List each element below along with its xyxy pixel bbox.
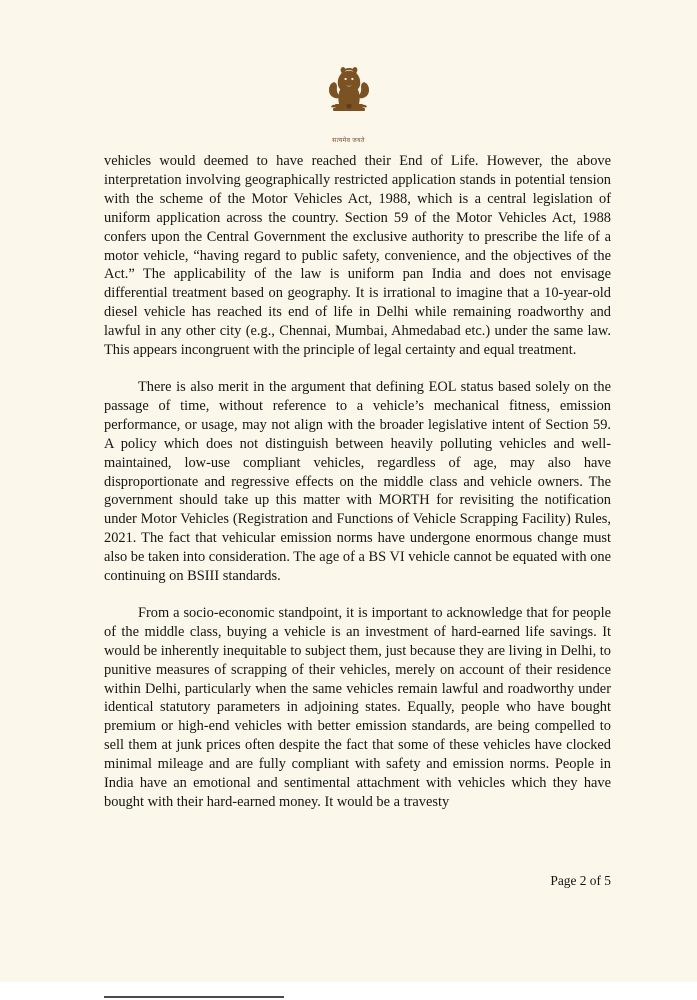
paragraph-3: From a socio-economic standpoint, it is important to acknowledge that for people of the middle class, buying a vehicle is an investment of hard-earned life savings. It would be inherently inequitable to subject them, just because they are living in Delhi, to punitive measures of scrapping of their vehicles, merely on account of their residence within Delhi, particularly when the same vehicles remain lawful and roadworthy under identical statutory parameters in adjoining states. Equally, people who have bought premium or high-end vehicles with better emission standards, are being compelled to sell them at junk prices often despite the fact that some of these vehicles have clocked minimal mileage and are fully compliant with safety and emission norms. People in India have an emotional and sentimental attachment with vehicles which they have bought with their hard-earned money. It would be a travesty (104, 604, 611, 810)
paragraph-2: There is also merit in the argument that defining EOL status based solely on the passage of time, without reference to a vehicle’s mechanical fitness, emission performance, or usage, may not align with the broader legislative intent of Section 59. A policy which does not distinguish between heavily polluting vehicles and well-maintained, low-use compliant vehicles, regardless of age, may also have disproportionate and regressive effects on the middle class and vehicle owners. The government should take up this matter with MORTH for revisiting the notification under Motor Vehicles (Registration and Functions of Vehicle Scrapping Facility) Rules, 2021. The fact that vehicular emission norms have undergone enormous change must also be taken into consideration. The age of a BS VI vehicle cannot be equated with one continuing on BSIII standards. (104, 378, 611, 585)
document-body (104, 152, 611, 830)
page-number-label: Page 2 of 5 (550, 873, 611, 888)
paragraph-1: vehicles would deemed to have reached their End of Life. However, the above interpretation involving geographically restricted application stands in potential tension with the scheme of the Motor Vehicles Act, 1988, which is a central legislation of uniform application across the country. Section 59 of the Motor Vehicles Act, 1988 confers upon the Central Government the exclusive authority to prescribe the life of a motor vehicle, “having regard to public safety, convenience, and the objectives of the Act.” The applicability of the law is uniform pan India and does not envisage differential treatment based on geography. It is irrational to imagine that a 10-year-old diesel vehicle has reached its end of life in Delhi while remaining roadworthy and lawful in any other city (e.g., Chennai, Mumbai, Ahmedabad etc.) under the same law. This appears incongruent with the principle of legal certainty and equal treatment. (104, 153, 611, 359)
emblem-motto: सत्यमेव जयते (332, 138, 365, 144)
page-footer (104, 873, 611, 889)
page-bottom-strip (104, 996, 284, 998)
india-state-emblem-icon (319, 52, 379, 130)
emblem-header (0, 52, 697, 144)
